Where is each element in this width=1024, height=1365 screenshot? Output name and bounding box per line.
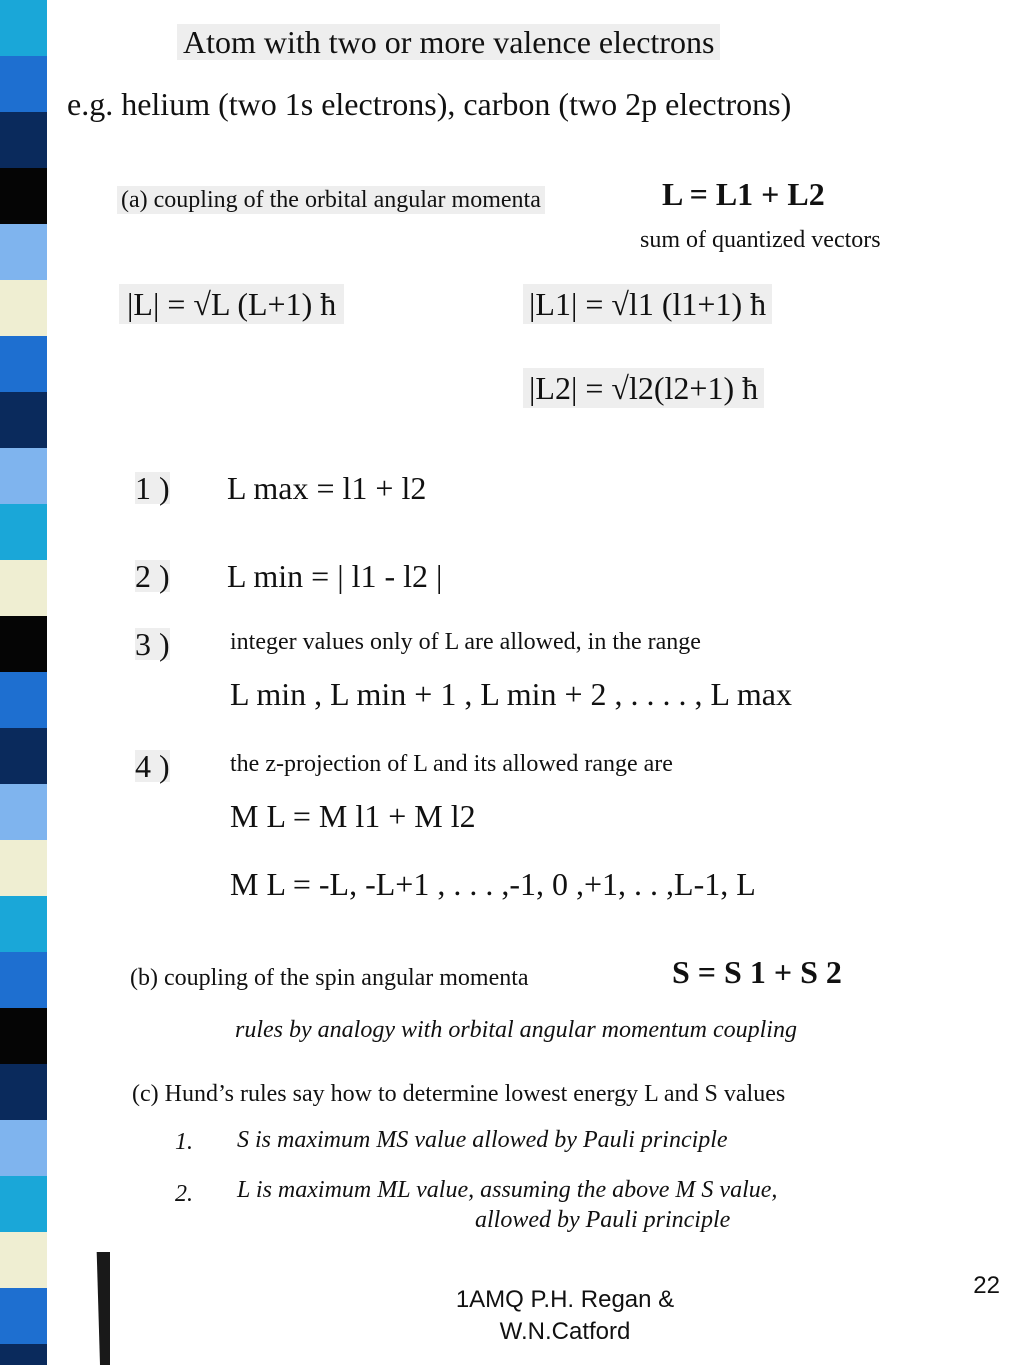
stripe-band bbox=[0, 952, 47, 1008]
stripe-band bbox=[0, 112, 47, 168]
examples-line: e.g. helium (two 1s electrons), carbon (two 2p electrons) bbox=[67, 86, 792, 122]
stripe-band bbox=[0, 56, 47, 112]
stripe-band bbox=[0, 280, 47, 336]
slide-footer bbox=[0, 1262, 1024, 1365]
stripe-band bbox=[0, 1120, 47, 1176]
rule-3-range: L min , L min + 1 , L min + 2 , . . . . , L max bbox=[230, 676, 792, 712]
rule-3-text: integer values only of L are allowed, in the range bbox=[230, 629, 701, 655]
rule-4-formula-2: M L = -L, -L+1 , . . . ,-1, 0 ,+1, . . ,L-1, L bbox=[230, 866, 756, 902]
hund-rule-2-continuation: allowed by Pauli principle bbox=[475, 1207, 731, 1233]
section-a-heading: (a) coupling of the orbital angular momenta bbox=[117, 186, 545, 214]
section-c-heading: (c) Hund’s rules say how to determine lowest energy L and S values bbox=[132, 1081, 786, 1107]
scanned-page bbox=[47, 0, 1024, 1252]
magnitude-l1: |L1| = √l1 (l1+1) ħ bbox=[523, 284, 772, 324]
section-b-heading: (b) coupling of the spin angular momenta bbox=[130, 965, 529, 991]
stripe-band bbox=[0, 896, 47, 952]
stripe-band bbox=[0, 672, 47, 728]
section-b-equation: S = S 1 + S 2 bbox=[672, 954, 842, 990]
stripe-band bbox=[0, 560, 47, 616]
footer-author-line-1: 1AMQ P.H. Regan & bbox=[455, 1286, 675, 1313]
stripe-band bbox=[0, 168, 47, 224]
hund-rule-2-marker: 2. bbox=[175, 1181, 193, 1207]
section-a-equation bbox=[662, 178, 825, 210]
rule-4-number: 4 ) bbox=[135, 748, 170, 784]
stripe-band bbox=[0, 0, 47, 56]
rule-1-formula: L max = l1 + l2 bbox=[227, 470, 427, 506]
stripe-band bbox=[0, 504, 47, 560]
rule-2-number: 2 ) bbox=[135, 558, 170, 594]
section-a-equation-text: L = L1 + L2 bbox=[662, 176, 825, 212]
stripe-band bbox=[0, 840, 47, 896]
rule-3-number: 3 ) bbox=[135, 626, 170, 662]
stripe-band bbox=[0, 336, 47, 392]
page-number: 22 bbox=[973, 1272, 1000, 1299]
footer-author bbox=[415, 1284, 715, 1348]
magnitude-l2: |L2| = √l2(l2+1) ħ bbox=[523, 368, 764, 408]
stripe-band bbox=[0, 728, 47, 784]
section-a-note: sum of quantized vectors bbox=[640, 227, 881, 253]
rule-4-formula-1: M L = M l1 + M l2 bbox=[230, 798, 476, 834]
section-b-note: rules by analogy with orbital angular momentum coupling bbox=[235, 1017, 797, 1043]
stripe-band bbox=[0, 1064, 47, 1120]
stripe-band bbox=[0, 224, 47, 280]
hund-rule-1-text: S is maximum MS value allowed by Pauli principle bbox=[237, 1127, 728, 1153]
rule-1-number: 1 ) bbox=[135, 470, 170, 506]
stripe-band bbox=[0, 448, 47, 504]
stripe-band bbox=[0, 1008, 47, 1064]
stripe-band bbox=[0, 1176, 47, 1232]
stripe-band bbox=[0, 784, 47, 840]
hund-rule-2-text: L is maximum ML value, assuming the above M S value, bbox=[237, 1177, 778, 1203]
footer-author-line-2: W.N.Catford bbox=[499, 1318, 631, 1345]
hund-rule-1-marker: 1. bbox=[175, 1129, 193, 1155]
magnitude-total: |L| = √L (L+1) ħ bbox=[119, 284, 344, 324]
slide-title: Atom with two or more valence electrons bbox=[177, 24, 720, 60]
stripe-band bbox=[0, 392, 47, 448]
rule-4-text: the z-projection of L and its allowed range are bbox=[230, 751, 673, 777]
rule-2-formula: L min = | l1 - l2 | bbox=[227, 558, 443, 594]
stripe-band bbox=[0, 616, 47, 672]
